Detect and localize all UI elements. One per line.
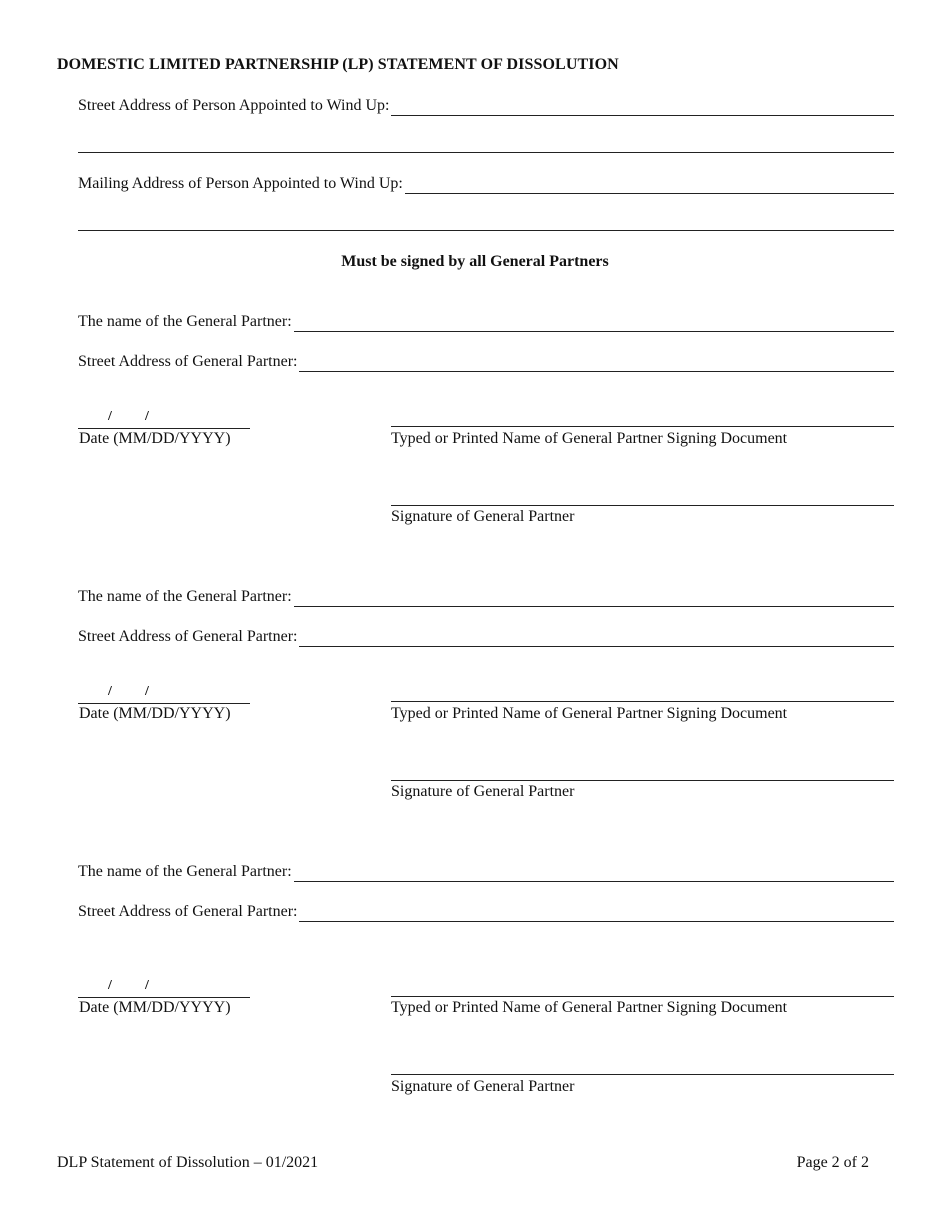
wind-up-mailing-address-continuation-line[interactable] <box>78 230 894 231</box>
footer-page-number: Page 2 of 2 <box>796 1154 869 1171</box>
partner-2-signature-label: Signature of General Partner <box>391 783 575 800</box>
partner-1-typed-name-line[interactable] <box>391 426 894 427</box>
wind-up-street-address-label: Street Address of Person Appointed to Wind Up: <box>78 97 390 114</box>
partner-1-signature-line[interactable] <box>391 505 894 506</box>
wind-up-street-address-continuation-line[interactable] <box>78 152 894 153</box>
partner-2-typed-name-line[interactable] <box>391 701 894 702</box>
partner-3-address-field[interactable] <box>299 904 894 922</box>
partner-2-address-field[interactable] <box>299 629 894 647</box>
partner-1-address-row <box>78 348 894 372</box>
partner-2-date-slash-2: / <box>145 684 149 699</box>
partner-1-date-slash-2: / <box>145 409 149 424</box>
wind-up-mailing-address-field[interactable] <box>405 176 894 194</box>
partner-3-date-field[interactable] <box>78 978 250 998</box>
partner-3-name-field[interactable] <box>294 864 894 882</box>
document-title: DOMESTIC LIMITED PARTNERSHIP (LP) STATEMENT OF DISSOLUTION <box>57 56 619 73</box>
signing-notice: Must be signed by all General Partners <box>341 253 609 270</box>
partner-3-typed-name-line[interactable] <box>391 996 894 997</box>
partner-1-name-label: The name of the General Partner: <box>78 313 292 330</box>
partner-3-date-slash-2: / <box>145 978 149 993</box>
partner-1-name-field[interactable] <box>294 314 894 332</box>
partner-1-name-row <box>78 308 894 332</box>
partner-3-name-row <box>78 858 894 882</box>
partner-3-address-row <box>78 898 894 922</box>
partner-1-date-field[interactable] <box>78 409 250 429</box>
partner-3-name-label: The name of the General Partner: <box>78 863 292 880</box>
wind-up-street-address-row <box>78 92 894 116</box>
partner-2-name-label: The name of the General Partner: <box>78 588 292 605</box>
partner-1-address-field[interactable] <box>299 354 894 372</box>
partner-1-typed-name-label: Typed or Printed Name of General Partner Signing Document <box>391 430 788 447</box>
partner-3-signature-label: Signature of General Partner <box>391 1078 575 1095</box>
partner-2-date-field[interactable] <box>78 684 250 704</box>
partner-1-address-label: Street Address of General Partner: <box>78 353 298 370</box>
partner-3-address-label: Street Address of General Partner: <box>78 903 298 920</box>
partner-2-address-label: Street Address of General Partner: <box>78 628 298 645</box>
partner-2-address-row <box>78 623 894 647</box>
partner-2-date-slash-1: / <box>108 684 112 699</box>
partner-3-typed-name-label: Typed or Printed Name of General Partner Signing Document <box>391 999 788 1016</box>
partner-1-date-label: Date (MM/DD/YYYY) <box>79 430 231 447</box>
wind-up-mailing-address-row <box>78 170 894 194</box>
partner-1-signature-label: Signature of General Partner <box>391 508 575 525</box>
wind-up-street-address-field[interactable] <box>391 98 894 116</box>
partner-2-name-row <box>78 583 894 607</box>
wind-up-mailing-address-label: Mailing Address of Person Appointed to Wind Up: <box>78 175 403 192</box>
partner-3-date-slash-1: / <box>108 978 112 993</box>
partner-2-signature-line[interactable] <box>391 780 894 781</box>
partner-1-date-slash-1: / <box>108 409 112 424</box>
footer-form-id: DLP Statement of Dissolution – 01/2021 <box>57 1154 319 1171</box>
partner-2-date-label: Date (MM/DD/YYYY) <box>79 705 231 722</box>
partner-3-signature-line[interactable] <box>391 1074 894 1075</box>
partner-3-date-label: Date (MM/DD/YYYY) <box>79 999 231 1016</box>
partner-2-name-field[interactable] <box>294 589 894 607</box>
partner-2-typed-name-label: Typed or Printed Name of General Partner Signing Document <box>391 705 788 722</box>
